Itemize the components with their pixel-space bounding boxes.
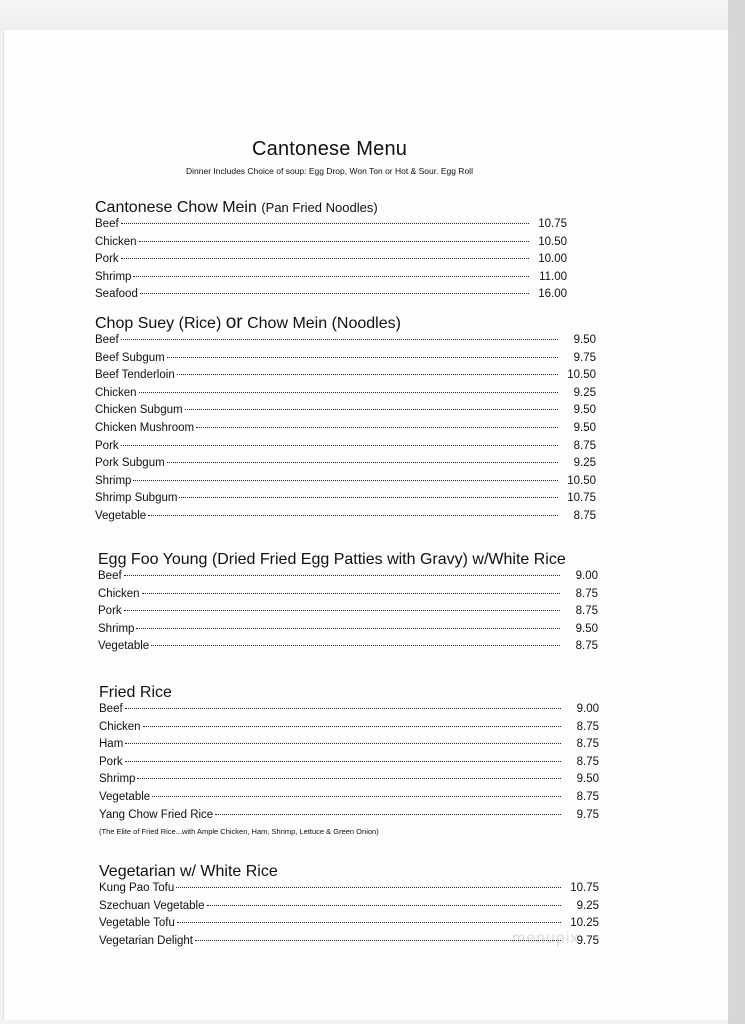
dot-leader [177, 374, 558, 375]
item-price: 9.25 [576, 899, 599, 912]
dot-leader [121, 223, 529, 224]
item-name: Shrimp [95, 270, 132, 283]
dot-leader [152, 796, 561, 797]
section-title [95, 313, 596, 334]
menu-title: Cantonese Menu [252, 138, 408, 160]
menu-item [99, 721, 599, 739]
dot-leader [121, 339, 558, 340]
item-name: Pork [95, 439, 119, 452]
scan-top-edge [0, 0, 745, 30]
menu-item [99, 809, 599, 827]
watermark: menupix [512, 930, 580, 947]
menu-item [99, 791, 599, 809]
item-name: Ham [99, 738, 124, 751]
section-title: Vegetarian w/ White Rice [99, 863, 278, 880]
item-list [95, 334, 596, 528]
item-list [95, 218, 567, 306]
item-price: 10.50 [567, 474, 596, 487]
item-name: Vegetarian Delight [99, 934, 193, 947]
dot-leader [124, 610, 560, 611]
item-price: 10.75 [538, 218, 567, 230]
item-price: 9.50 [575, 622, 598, 635]
item-price: 10.50 [567, 369, 596, 382]
menu-item [95, 422, 596, 440]
section-title-or: or [225, 312, 243, 333]
dot-leader [167, 462, 558, 463]
item-name: Vegetable Tofu [99, 917, 175, 930]
item-name: Chicken [95, 235, 137, 248]
dot-leader [121, 445, 558, 446]
item-price: 8.75 [576, 720, 599, 733]
item-price: 9.25 [573, 457, 596, 470]
dot-leader [143, 726, 561, 727]
section-title-text: Cantonese Chow Mein [95, 199, 257, 216]
item-name: Yang Chow Fried Rice [99, 808, 214, 821]
item-price: 11.00 [539, 270, 567, 283]
dot-leader [139, 241, 529, 242]
item-name: Beef [99, 703, 123, 715]
dot-leader [137, 778, 561, 779]
menu-item [95, 510, 596, 528]
item-name: Beef [95, 334, 119, 346]
dot-leader [215, 814, 561, 815]
item-price: 8.75 [575, 605, 598, 618]
menu-item [99, 773, 599, 791]
item-price: 9.50 [573, 404, 596, 417]
menu-item [95, 253, 567, 271]
menu-item [98, 588, 598, 606]
menu-item [95, 457, 596, 475]
item-name: Pork Subgum [95, 457, 165, 470]
item-name: Chicken Mushroom [95, 421, 195, 434]
item-name: Beef [95, 218, 119, 230]
dot-leader [142, 593, 560, 594]
dot-leader [125, 743, 561, 744]
scan-right-edge [728, 0, 745, 1024]
menu-item [95, 475, 596, 493]
item-price: 8.75 [576, 755, 599, 768]
item-name: Beef Subgum [95, 351, 165, 364]
menu-item [95, 387, 596, 405]
menu-item [95, 404, 596, 422]
item-list [99, 703, 599, 826]
item-price: 9.00 [576, 703, 599, 715]
dot-leader [124, 575, 560, 576]
item-price: 8.75 [576, 790, 599, 803]
dot-leader [185, 409, 558, 410]
section-title-text-2: Chow Mein (Noodles) [247, 315, 401, 332]
item-price: 9.75 [576, 808, 599, 821]
dot-leader [136, 628, 560, 629]
section-title [95, 198, 567, 218]
section-title-text: Chop Suey (Rice) [95, 315, 222, 332]
item-name: Szechuan Vegetable [99, 899, 205, 912]
dot-leader [125, 708, 561, 709]
item-name: Pork [98, 605, 122, 618]
item-price: 10.75 [567, 492, 596, 505]
item-name: Shrimp [99, 773, 136, 786]
menu-item [98, 623, 598, 641]
item-price: 8.75 [575, 587, 598, 600]
dot-leader [140, 293, 529, 294]
menu-item [99, 756, 599, 774]
menu-item [95, 352, 596, 370]
item-name: Chicken [98, 587, 140, 600]
item-name: Kung Pao Tofu [99, 882, 175, 894]
dot-leader [179, 497, 558, 498]
menu-item [95, 218, 567, 236]
item-price: 8.75 [573, 509, 596, 522]
dot-leader [177, 922, 561, 923]
item-price: 9.50 [573, 421, 596, 434]
menu-item [98, 570, 598, 588]
item-name: Vegetable [99, 790, 151, 803]
section-chow-mein [95, 198, 567, 306]
item-list [98, 570, 598, 658]
menu-item [99, 703, 599, 721]
item-name: Vegetable [98, 640, 150, 653]
section-title: Egg Foo Young (Dried Fried Egg Patties with Gravy) w/White Rice [98, 551, 566, 568]
menu-item [95, 288, 567, 306]
item-price: 8.75 [573, 439, 596, 452]
dot-leader [196, 427, 558, 428]
menu-item [95, 492, 596, 510]
item-name: Beef Tenderloin [95, 369, 175, 382]
dot-leader [133, 276, 529, 277]
item-price: 9.25 [573, 386, 596, 399]
menu-item [95, 440, 596, 458]
dot-leader [133, 480, 558, 481]
dot-leader [207, 905, 561, 906]
menu-subtitle: Dinner Includes Choice of soup: Egg Drop, Won Ton or Hot & Sour. Egg Roll [186, 166, 473, 176]
dot-leader [139, 392, 558, 393]
dot-leader [121, 258, 529, 259]
item-name: Chicken [99, 720, 141, 733]
item-price: 8.75 [575, 640, 598, 653]
item-price: 10.75 [570, 882, 599, 894]
item-price: 9.50 [576, 773, 599, 786]
section-egg-foo-young [98, 550, 598, 658]
item-price: 8.75 [576, 738, 599, 751]
item-price: 9.00 [575, 570, 598, 582]
item-name: Beef [98, 570, 122, 582]
menu-item [95, 334, 596, 352]
menu-item [99, 738, 599, 756]
item-name: Vegetable [95, 509, 147, 522]
section-chop-suey [95, 313, 596, 528]
dot-leader [195, 940, 561, 941]
item-name: Pork [99, 755, 123, 768]
item-name: Shrimp [95, 474, 132, 487]
item-name: Shrimp Subgum [95, 492, 178, 505]
item-name: Shrimp [98, 622, 135, 635]
menu-item [98, 640, 598, 658]
menu-item [98, 605, 598, 623]
section-title-note: (Pan Fried Noodles) [261, 200, 378, 215]
item-price: 9.50 [573, 334, 596, 346]
section-fried-rice [99, 683, 599, 836]
dot-leader [151, 645, 560, 646]
item-name: Chicken [95, 386, 137, 399]
item-price: 16.00 [538, 288, 567, 301]
item-price: 9.75 [576, 934, 599, 947]
section-title: Fried Rice [99, 684, 172, 701]
item-name: Pork [95, 253, 119, 266]
menu-item [99, 900, 599, 918]
dot-leader [167, 357, 558, 358]
item-price: 10.50 [538, 235, 567, 248]
item-price: 9.75 [573, 351, 596, 364]
item-name: Chicken Subgum [95, 404, 183, 417]
menu-item [95, 369, 596, 387]
dot-leader [176, 887, 561, 888]
dot-leader [148, 515, 558, 516]
dot-leader [125, 761, 561, 762]
menu-item [99, 882, 599, 900]
item-price: 10.00 [538, 253, 567, 266]
menu-item [95, 236, 567, 254]
menu-item [95, 271, 567, 289]
item-name: Seafood [95, 288, 138, 301]
yang-chow-note: (The Elite of Fried Rice...with Ample Chicken, Ham, Shrimp, Lettuce & Green Onion) [99, 827, 379, 837]
item-price: 10.25 [570, 917, 599, 930]
